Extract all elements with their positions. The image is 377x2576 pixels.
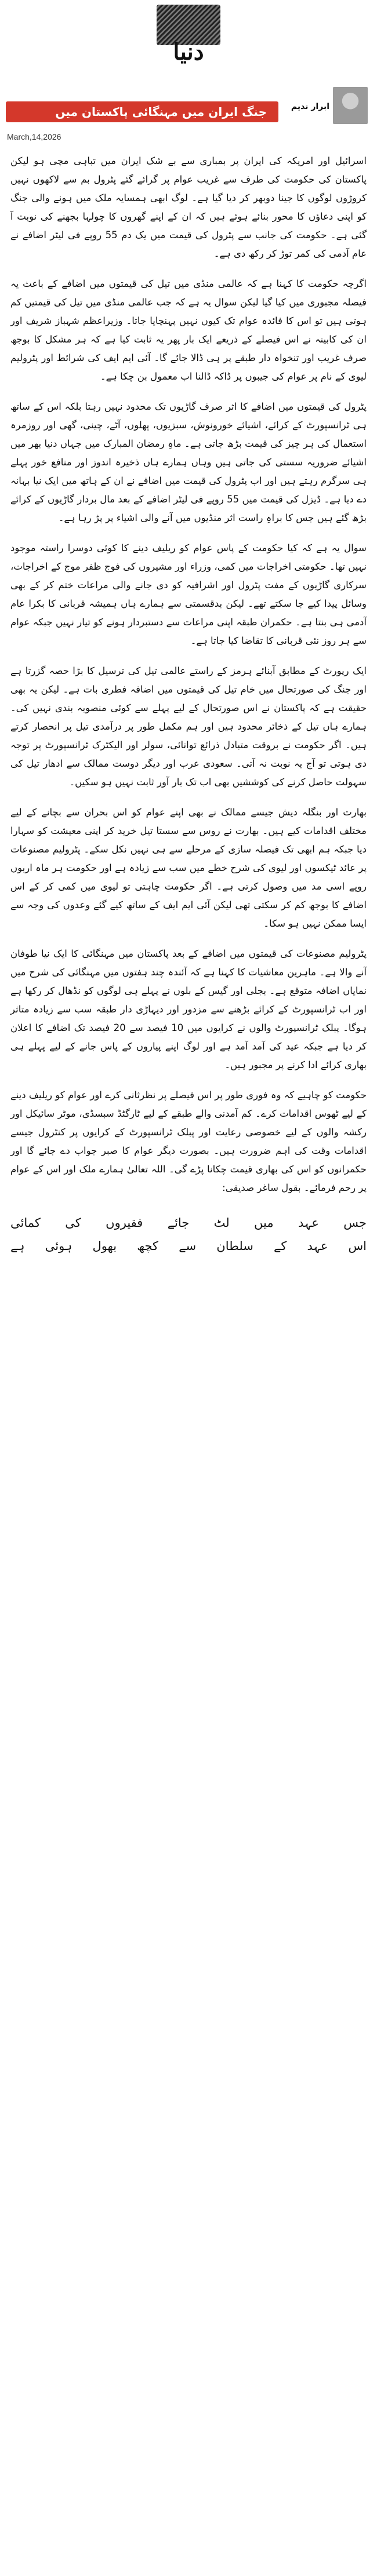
column-title-banner bbox=[6, 101, 278, 122]
masthead bbox=[0, 0, 377, 96]
article-paragraph: اگرچہ حکومت کا کہنا ہے کہ عالمی منڈی میں تیل کی قیمتوں میں اضافے کے باعث یہ فیصلہ مجبوری میں کیا گیا لیکن سوال یہ ہے کہ جب عالمی منڈی میں تیل کی قیمتیں کم ہوتی ہیں تو اس کا فائدہ عوام تک کیوں نہیں پہنچایا جاتا۔ وزیراعظم شہباز شریف اور ان کی کابینہ نے اس فیصلے کے ذریعے ایک بار پھر یہ ثابت کیا ہے کہ ہر مشکل کا بوجھ صرف غریب اور تنخواہ دار طبقے پر ہی ڈالا جائے گا۔ آئی ایم ایف کی شرائط اور پٹرولیم لیوی کے نام پر عوام کی جیبوں پر ڈاکہ ڈالنا اب معمول بن چکا ہے۔ bbox=[10, 278, 367, 382]
author-box bbox=[283, 87, 370, 125]
article-paragraph: اسرائیل اور امریکہ کی ایران پر بمباری سے بے شک ایران میں تباہی مچی ہو لیکن پاکستان کی حکومت کی طرف سے غریب عوام پر گرائے گئے پٹرول بم سے لاکھوں نہیں کروڑوں لوگوں کا جینا دوبھر کر دیا گیا ہے۔ لوگ ابھی ہمسایہ ملک میں ہونے والی جنگ کو اپنی دعاؤں کا محور بنائے ہوئے ہیں کہ ان کے اپنے گھروں کا چولہا بجھنے کی نوبت آ گئی ہے۔ حکومت کی جانب سے پٹرول کی قیمت میں یک دم 55 روپے فی لیٹر اضافے نے عام آدمی کی کمر توڑ کر رکھ دی ہے۔ bbox=[10, 155, 367, 259]
article-paragraph: حکومت کو چاہیے کہ وہ فوری طور پر اس فیصلے پر نظرثانی کرے اور عوام کو ریلیف دینے کے لیے ٹھوس اقدامات کرے۔ کم آمدنی والے طبقے کے لیے ٹارگٹڈ سبسڈی، موٹر سائیکل اور رکشہ والوں کے لیے خصوصی رعایت اور پبلک ٹرانسپورٹ کے کرایوں پر کنٹرول جیسے اقدامات وقت کی اہم ضرورت ہیں۔ بصورت دیگر عوام کا صبر جواب دے جائے گا اور حکمرانوں کو اس کی بھاری قیمت چکانا پڑے گی۔ اللہ تعالیٰ ہمارے ملک اور اس کے عوام پر رحم فرمائے۔ بقول ساغر صدیقی: bbox=[10, 1090, 367, 1193]
article-paragraph: پٹرول کی قیمتوں میں اضافے کا اثر صرف گاڑیوں تک محدود نہیں رہتا بلکہ اس کے ساتھ ہی ٹرانسپورٹ کے کرائے، اشیائے خورونوش، سبزیوں، پھلوں، آٹے، چینی، گھی اور روزمرہ استعمال کی ہر چیز کی قیمت بڑھ جاتی ہے۔ ماہِ رمضان المبارک میں جہاں دنیا بھر میں اشیائے ضروریہ سستی کی جاتی ہیں وہاں ہمارے ہاں ذخیرہ اندوز اور منافع خور پہلے ہی سرگرم رہتے ہیں اور اب پٹرول کی قیمت میں اضافے نے ان کے ہاتھ میں ایک نیا بہانہ دے دیا ہے۔ ڈیزل کی قیمت میں 55 روپے فی لیٹر اضافے کے بعد مال بردار گاڑیوں کے کرائے بڑھ گئے ہیں جس کا براہِ راست اثر منڈیوں میں آنے والی اشیاء پر پڑ رہا ہے۔ bbox=[10, 401, 367, 523]
article-paragraph: پٹرولیم مصنوعات کی قیمتوں میں اضافے کے بعد پاکستان میں مہنگائی کا ایک نیا طوفان آنے والا ہے۔ ماہرین معاشیات کا کہنا ہے کہ آئندہ چند ہفتوں میں مہنگائی کی شرح میں نمایاں اضافہ متوقع ہے۔ بجلی اور گیس کے بلوں نے پہلے ہی لوگوں کو نڈھال کر رکھا ہے اور اب ٹرانسپورٹ کے کرائے بڑھنے سے مزدور اور دیہاڑی دار طبقہ سب سے زیادہ متاثر ہوگا۔ پبلک ٹرانسپورٹ والوں نے کرایوں میں 10 فیصد سے 20 فیصد تک اضافے کا اعلان کر دیا ہے جبکہ عید کی آمد آمد ہے اور لوگ اپنے پیاروں کے پاس جانے کے لیے پہلے ہی بھاری کرائے ادا کرنے پر مجبور ہیں۔ bbox=[10, 948, 367, 1070]
publish-date: March,14,2026 bbox=[7, 132, 61, 141]
column-title: جنگ ایران میں مہنگائی پاکستان میں bbox=[55, 105, 267, 119]
closing-verse bbox=[10, 1211, 367, 1258]
article-paragraph: بھارت اور بنگلہ دیش جیسے ممالک نے بھی اپنے عوام کو اس بحران سے بچانے کے لیے مختلف اقدامات کیے ہیں۔ بھارت نے روس سے سستا تیل خرید کر اپنی معیشت کو سہارا دیا جبکہ ہم ابھی تک فیصلہ سازی کے مرحلے سے ہی نہیں نکل سکے۔ پٹرولیم مصنوعات پر عائد ٹیکسوں اور لیوی کی شرح خطے میں سب سے زیادہ ہے اور حکومت ہر ماہ اربوں روپے اسی مد میں وصول کرتی ہے۔ اگر حکومت چاہتی تو لیوی میں کمی کر کے اس اضافے کا بوجھ کم کر سکتی تھی لیکن آئی ایم ایف کے ساتھ کیے گئے وعدوں کی وجہ سے ایسا ممکن نہیں ہو سکا۔ bbox=[10, 807, 367, 929]
verse-line: اس عہد کے سلطان سے کچھ بھول ہوئی ہے bbox=[10, 1239, 367, 1253]
article-paragraph: سوال یہ ہے کہ کیا حکومت کے پاس عوام کو ریلیف دینے کا کوئی دوسرا راستہ موجود نہیں تھا۔ حکومتی اخراجات میں کمی، وزراء اور مشیروں کی فوج ظفر موج کے اخراجات، سرکاری گاڑیوں کے مفت پٹرول اور اشرافیہ کو دی جانے والی مراعات ختم کر کے بھی وسائل پیدا کیے جا سکتے تھے۔ لیکن بدقسمتی سے ہمارے ہاں ہمیشہ قربانی کا بکرا عام آدمی ہی بنتا ہے۔ حکمران طبقہ اپنی مراعات سے دستبردار ہونے کو تیار نہیں جبکہ عوام سے ہر روز نئی قربانی کا تقاضا کیا جاتا ہے۔ bbox=[10, 542, 367, 646]
article-body bbox=[10, 152, 367, 1258]
author-name: ابرار ندیم bbox=[291, 102, 329, 111]
article-paragraph: ایک رپورٹ کے مطابق آبنائے ہرمز کے راستے عالمی تیل کی ترسیل کا بڑا حصہ گزرتا ہے اور جنگ کی صورتحال میں خام تیل کی قیمتوں میں اضافہ فطری بات ہے۔ لیکن یہ بھی حقیقت ہے کہ پاکستان نے اس صورتحال کے لیے پہلے سے کوئی منصوبہ بندی نہیں کی۔ ہمارے ہاں تیل کے ذخائر محدود ہیں اور ہم مکمل طور پر درآمدی تیل پر انحصار کرتے ہیں۔ اگر حکومت نے بروقت متبادل ذرائع توانائی، سولر اور الیکٹرک ٹرانسپورٹ پر توجہ دی ہوتی تو آج یہ نوبت نہ آتی۔ سعودی عرب اور دیگر دوست ممالک سے ادھار تیل کی سہولت حاصل کرنے کی کوششیں بھی اب تک بار آور ثابت نہیں ہو سکیں۔ bbox=[10, 665, 367, 788]
newspaper-logo[interactable] bbox=[133, 5, 244, 68]
logo-text: دنیا bbox=[173, 38, 204, 65]
verse-line: جس عہد میں لٹ جائے فقیروں کی کمائی bbox=[10, 1216, 367, 1230]
author-photo-avatar bbox=[333, 87, 368, 124]
